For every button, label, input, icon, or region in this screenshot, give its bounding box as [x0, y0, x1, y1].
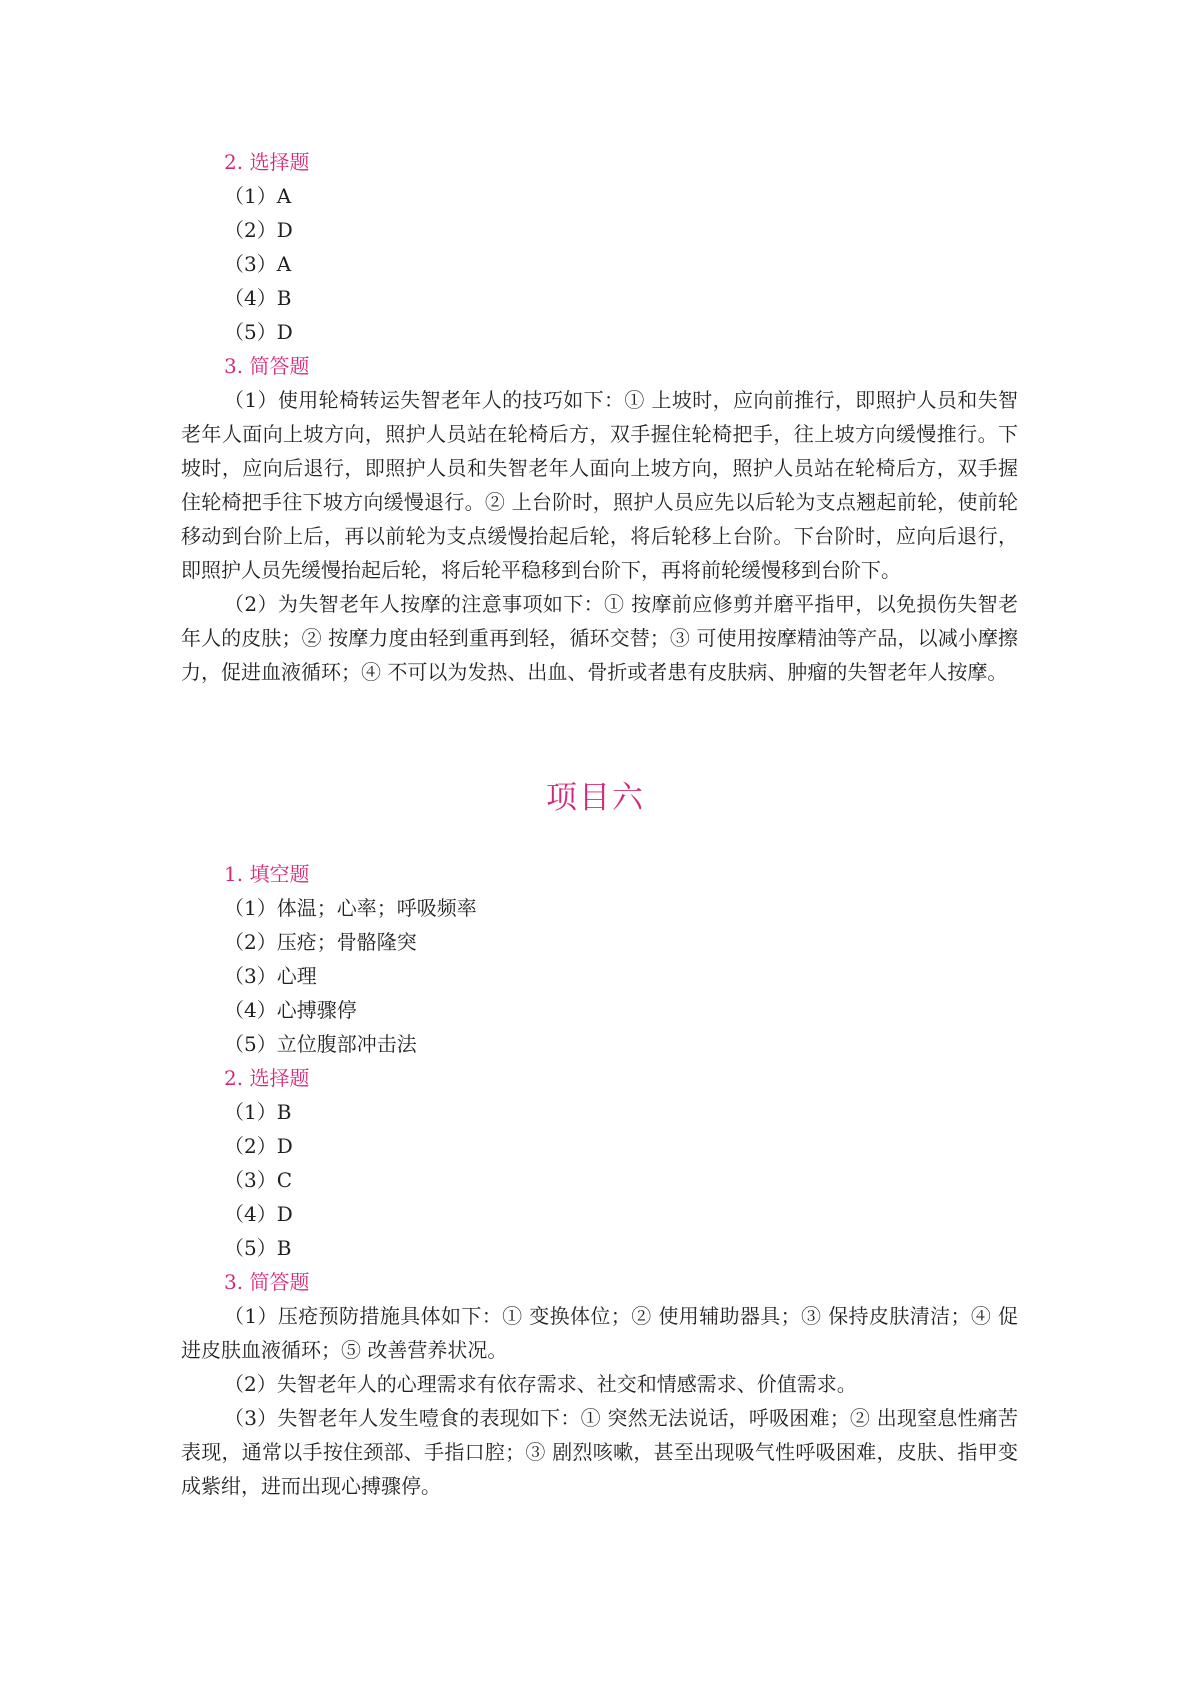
answer-item: （2）D	[224, 218, 293, 242]
short-answer-paragraph: （1）压疮预防措施具体如下：① 变换体位；② 使用辅助器具；③ 保持皮肤清洁；④ 促进皮肤血液循环；⑤ 改善营养状况。	[181, 1304, 1018, 1362]
choice-heading: 2. 选择题	[224, 150, 310, 174]
answer-item: （2）压疮；骨骼隆突	[224, 930, 417, 954]
answer-item: （4）B	[224, 286, 292, 310]
answer-item: （5）B	[224, 1236, 292, 1260]
section6-answers	[181, 857, 1018, 1503]
short-answer-paragraph: （3）失智老年人发生噎食的表现如下：① 突然无法说话，呼吸困难；② 出现窒息性痛苦表现，通常以手按住颈部、手指口腔；③ 剧烈咳嗽，甚至出现吸气性呼吸困难，皮肤、指甲变成紫绀，进而出现心搏骤停。	[181, 1406, 1018, 1498]
section5-answers	[181, 145, 1018, 689]
answer-item: （5）D	[224, 320, 293, 344]
short-answer-heading: 3. 简答题	[224, 354, 310, 378]
answer-item: （5）立位腹部冲击法	[224, 1032, 417, 1056]
answer-item: （2）D	[224, 1134, 293, 1158]
choice-heading: 2. 选择题	[224, 1066, 310, 1090]
short-answer-heading: 3. 简答题	[224, 1270, 310, 1294]
short-answer-paragraph: （1）使用轮椅转运失智老年人的技巧如下：① 上坡时，应向前推行，即照护人员和失智老年人面向上坡方向，照护人员站在轮椅后方，双手握住轮椅把手，往上坡方向缓慢推行。下坡时，应向后退行，即照护人员和失智老年人面向上坡方向，照护人员站在轮椅后方，双手握住轮椅把手往下坡方向缓慢退行。② 上台阶时，照护人员应先以后轮为支点翘起前轮，使前轮移动到台阶上后，再以前轮为支点缓慢抬起后轮，将后轮移上台阶。下台阶时，应向后退行，即照护人员先缓慢抬起后轮，将后轮平稳移到台阶下，再将前轮缓慢移到台阶下。	[181, 388, 1018, 582]
short-answer-paragraph: （2）失智老年人的心理需求有依存需求、社交和情感需求、价值需求。	[224, 1372, 857, 1396]
short-answer-paragraph: （2）为失智老年人按摩的注意事项如下：① 按摩前应修剪并磨平指甲，以免损伤失智老年人的皮肤；② 按摩力度由轻到重再到轻，循环交替；③ 可使用按摩精油等产品，以减小摩擦力，促进血液循环；④ 不可以为发热、出血、骨折或者患有皮肤病、肿瘤的失智老年人按摩。	[181, 592, 1018, 684]
answer-item: （1）A	[224, 184, 292, 208]
answer-item: （3）心理	[224, 964, 317, 988]
answer-item: （3）A	[224, 252, 292, 276]
answer-item: （4）心搏骤停	[224, 998, 357, 1022]
answer-item: （1）B	[224, 1100, 292, 1124]
answer-item: （1）体温；心率；呼吸频率	[224, 896, 477, 920]
answer-item: （4）D	[224, 1202, 293, 1226]
answer-item: （3）C	[224, 1168, 293, 1192]
project-title: 项目六	[546, 780, 645, 816]
fill-blank-heading: 1. 填空题	[224, 862, 310, 886]
